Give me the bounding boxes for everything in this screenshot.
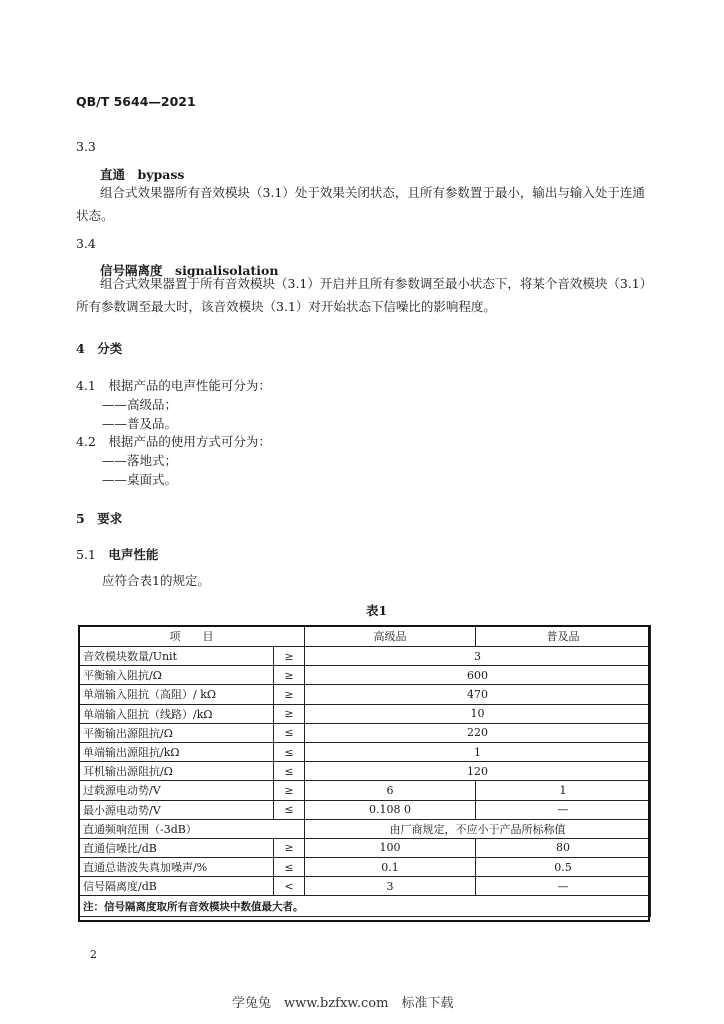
term-zh: 直通	[100, 167, 126, 182]
row-item: 过载源电动势/V	[79, 781, 274, 800]
row-value-high: 0.108 0	[305, 800, 476, 819]
row-operator: ≤	[274, 762, 305, 781]
row-value-popular: —	[476, 800, 651, 819]
table-header-row	[79, 626, 651, 647]
row-value-popular: 1	[476, 781, 651, 800]
clause-4-1	[76, 376, 271, 394]
table-caption: 表1	[366, 603, 388, 618]
header-popular: 普及品	[476, 626, 651, 647]
list-item: ——高级品；	[102, 397, 178, 412]
clause-number: 5.1	[76, 547, 96, 562]
table-row	[79, 742, 651, 761]
clause-text: 根据产品的使用方式可分为：	[108, 434, 271, 449]
header-high: 高级品	[305, 626, 476, 647]
table-row	[79, 647, 651, 666]
row-value-high: 6	[305, 781, 476, 800]
row-value: 600	[305, 666, 651, 685]
row-item: 单端输入阻抗（线路）/kΩ	[79, 704, 274, 723]
row-operator: ≤	[274, 800, 305, 819]
row-operator: ≥	[274, 647, 305, 666]
row-value: 1	[305, 742, 651, 761]
row-value: 3	[305, 647, 651, 666]
term-en: signalisolation	[175, 263, 279, 278]
term-zh: 信号隔离度	[100, 263, 163, 278]
row-value: 470	[305, 685, 651, 704]
section-heading-5	[76, 509, 122, 527]
row-value-high: 3	[305, 877, 476, 896]
row-item: 单端输入阻抗（高阻）/ kΩ	[79, 685, 274, 704]
row-operator: ≥	[274, 666, 305, 685]
row-operator: <	[274, 877, 305, 896]
row-operator: ≥	[274, 838, 305, 857]
standard-code: QB/T 5644—2021	[76, 94, 196, 109]
row-item: 音效模块数量/Unit	[79, 647, 274, 666]
section-title: 要求	[97, 511, 123, 526]
list-item: ——落地式；	[102, 453, 178, 468]
row-item: 信号隔离度/dB	[79, 877, 274, 896]
row-value-high: 0.1	[305, 858, 476, 877]
clause-5-1	[76, 545, 158, 563]
row-item: 直通信噪比/dB	[79, 838, 274, 857]
table-row	[79, 723, 651, 742]
row-value: 120	[305, 762, 651, 781]
clause-text: 根据产品的电声性能可分为：	[108, 378, 271, 393]
header-item: 项 目	[79, 626, 305, 647]
list-item: ——普及品。	[102, 416, 178, 431]
table-row	[79, 858, 651, 877]
table-note-row	[79, 896, 651, 917]
row-operator: ≤	[274, 723, 305, 742]
table-row	[79, 781, 651, 800]
row-item: 最小源电动势/V	[79, 800, 274, 819]
table-row	[79, 838, 651, 857]
section-number: 5	[76, 511, 85, 526]
table-note: 注：信号隔离度取所有音效模块中数值最大者。	[79, 896, 651, 917]
clause-number: 4.1	[76, 378, 96, 393]
term-en: bypass	[137, 167, 185, 182]
clause-title: 电声性能	[108, 547, 159, 562]
row-item: 直通频响范围（-3dB）	[79, 819, 305, 838]
row-value: 10	[305, 704, 651, 723]
table-row	[79, 685, 651, 704]
section-title: 分类	[97, 341, 123, 356]
clause-text: 应符合表1的规定。	[102, 573, 210, 588]
row-operator: ≤	[274, 742, 305, 761]
clause-number: 4.2	[76, 434, 96, 449]
row-operator: ≥	[274, 704, 305, 723]
row-value-popular: 0.5	[476, 858, 651, 877]
definition-3-3: 组合式效果器所有音效模块（3.1）处于效果关闭状态，且所有参数置于最小，输出与输入处于连通状态。	[76, 185, 645, 223]
watermark: 学兔兔 www.bzfxw.com 标准下载	[232, 996, 454, 1011]
table-row	[79, 666, 651, 685]
row-item: 直通总谐波失真加噪声/%	[79, 858, 274, 877]
table-row	[79, 704, 651, 723]
table-row	[79, 762, 651, 781]
table-row	[79, 819, 651, 838]
row-operator: ≥	[274, 781, 305, 800]
section-number-3-4: 3.4	[76, 236, 96, 251]
table-row	[79, 877, 651, 896]
row-value: 220	[305, 723, 651, 742]
page-number: 2	[90, 948, 97, 961]
spec-table	[78, 625, 651, 917]
row-value-popular: 80	[476, 838, 651, 857]
section-number-3-3: 3.3	[76, 139, 96, 154]
row-value-popular: —	[476, 877, 651, 896]
row-item: 平衡输出源阻抗/Ω	[79, 723, 274, 742]
row-item: 平衡输入阻抗/Ω	[79, 666, 274, 685]
row-operator: ≥	[274, 685, 305, 704]
list-item: ——桌面式。	[102, 472, 178, 487]
definition-3-4: 组合式效果器置于所有音效模块（3.1）开启并且所有参数调至最小状态下，将某个音效模块（3.1）所有参数调至最大时，该音效模块（3.1）对开始状态下信噪比的影响程度。	[76, 276, 653, 314]
row-item: 耳机输出源阻抗/Ω	[79, 762, 274, 781]
section-number: 4	[76, 341, 85, 356]
row-item: 单端输出源阻抗/kΩ	[79, 742, 274, 761]
section-heading-4	[76, 339, 122, 357]
row-operator: ≤	[274, 858, 305, 877]
row-value: 由厂商规定，不应小于产品所标称值	[305, 819, 651, 838]
clause-4-2	[76, 432, 271, 450]
table-row	[79, 800, 651, 819]
row-value-high: 100	[305, 838, 476, 857]
